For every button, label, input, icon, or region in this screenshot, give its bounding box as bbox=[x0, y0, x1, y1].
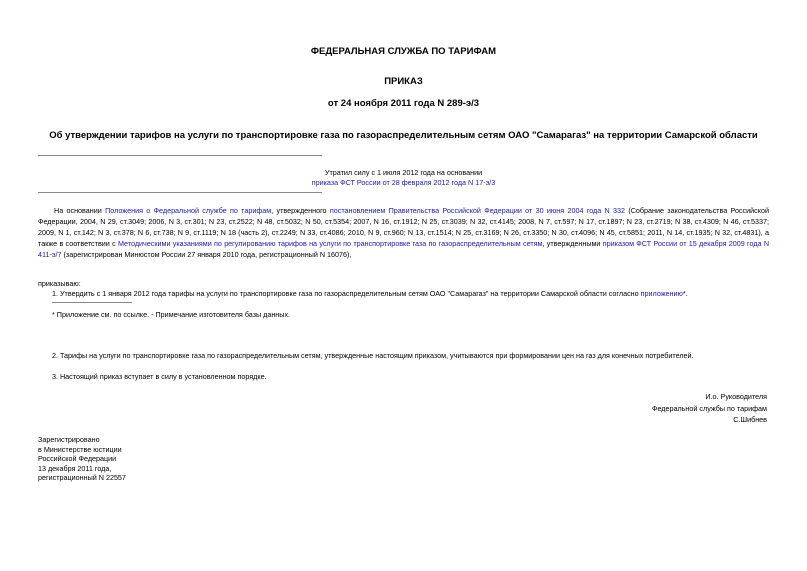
agency-name: ФЕДЕРАЛЬНАЯ СЛУЖБА ПО ТАРИФАМ bbox=[310, 46, 497, 57]
status-note bbox=[0, 168, 807, 187]
order-item-1 bbox=[52, 288, 772, 299]
registration-block bbox=[38, 435, 126, 483]
registration-date: 13 декабря 2011 года, bbox=[38, 463, 112, 473]
methodical-guidelines-link[interactable]: Методическими указаниями по регулированию тарифов на услуги по транспортировке газа по газораспределительным сетям bbox=[117, 239, 543, 248]
document-type: ПРИКАЗ bbox=[384, 76, 423, 87]
order-item-3: 3. Настоящий приказ вступает в силу в установленном порядке. bbox=[52, 372, 267, 381]
appendix-link[interactable]: приложению bbox=[640, 289, 683, 298]
preamble-text: (зарегистрирован Минюстом России 27 января 2010 года, регистрационный N 16076), bbox=[61, 250, 352, 259]
preamble-text: , утвержденными bbox=[542, 239, 603, 248]
signature-block bbox=[652, 391, 767, 426]
signature-name: С.Шибнев bbox=[733, 415, 767, 424]
status-note-text: Утратил силу с 1 июля 2012 года на основании bbox=[324, 168, 483, 177]
status-note-link[interactable]: приказа ФСТ России от 28 февраля 2012 года N 17-э/3 bbox=[311, 178, 496, 187]
government-decree-link[interactable]: постановлением Правительства Российской Федерации от 30 июня 2004 года N 332 bbox=[329, 206, 626, 215]
preamble-text: , утвержденного bbox=[271, 206, 330, 215]
order-word: приказываю: bbox=[38, 279, 81, 288]
order-item-1-tail: *. bbox=[682, 289, 688, 298]
order-item-1-text: 1. Утвердить с 1 января 2012 года тарифы на услуги по транспортировке газа по газораспределительным сетям ОАО "Самарагаз" на территории Самарской области согласно bbox=[52, 289, 641, 298]
footnote-rule bbox=[52, 302, 132, 303]
document-date-number: от 24 ноября 2011 года N 289-э/3 bbox=[327, 98, 480, 109]
document-title: Об утверждении тарифов на услуги по транспортировке газа по газораспределительным сетям ОАО "Самарагаз" на территории Самарской области bbox=[49, 130, 758, 141]
fst-order-link[interactable]: приказом ФСТ России от 15 декабря 2009 года N 411-э/7 bbox=[38, 239, 770, 259]
regulation-link[interactable]: Положения о Федеральной службе по тарифам bbox=[105, 206, 272, 215]
registration-line: Российской Федерации bbox=[38, 454, 117, 463]
signature-position: И.о. Руководителя bbox=[705, 392, 767, 401]
signature-agency: Федеральной службы по тарифам bbox=[652, 403, 767, 413]
divider-top bbox=[38, 155, 322, 156]
registration-line: в Министерстве юстиции bbox=[38, 444, 122, 454]
divider-bottom bbox=[38, 192, 322, 193]
registration-line: Зарегистрировано bbox=[38, 435, 100, 444]
registration-number: регистрационный N 22557 bbox=[38, 473, 126, 482]
preamble-paragraph bbox=[38, 205, 769, 260]
preamble-text: На основании bbox=[54, 206, 106, 215]
order-item-2: 2. Тарифы на услуги по транспортировке газа по газораспределительным сетям, утвержденные настоящим приказом, учитываются при формировании цен на газ для конечных потребителей. bbox=[52, 351, 694, 360]
preamble-text: (Собрание законодательства Российской Федерации, 2004, N 29, ст.3049; 2006, N 3, ст.301; N 23, ст.2522; N 48, ст.5032; N 50, ст.5354; 2007, N 16, ст.1912; N 25, ст.3039; N 32, ст.4145; 2008, N 7, ст.597; N 17, ст.1897; N 23, ст.2719; N 38, ст.4309; N 46, ст.5337; 2009, N 1, ст.142; N 3, ст.378; N 6, ст.738; N 9, ст.1119; N 18 (часть 2), ст.2249; N 33, ст.4086; 2010, N 9, ст.960; N 13, ст.1514; N 25, ст.3169; N 26, ст.3350; N 30, ст.4096; N 45, ст.5851; 2011, N 14, ст.1935; N 32, ст.4831), а также в соответствии с bbox=[38, 206, 770, 248]
footnote: * Приложение см. по ссылке. - Примечание изготовителя базы данных. bbox=[52, 310, 291, 319]
